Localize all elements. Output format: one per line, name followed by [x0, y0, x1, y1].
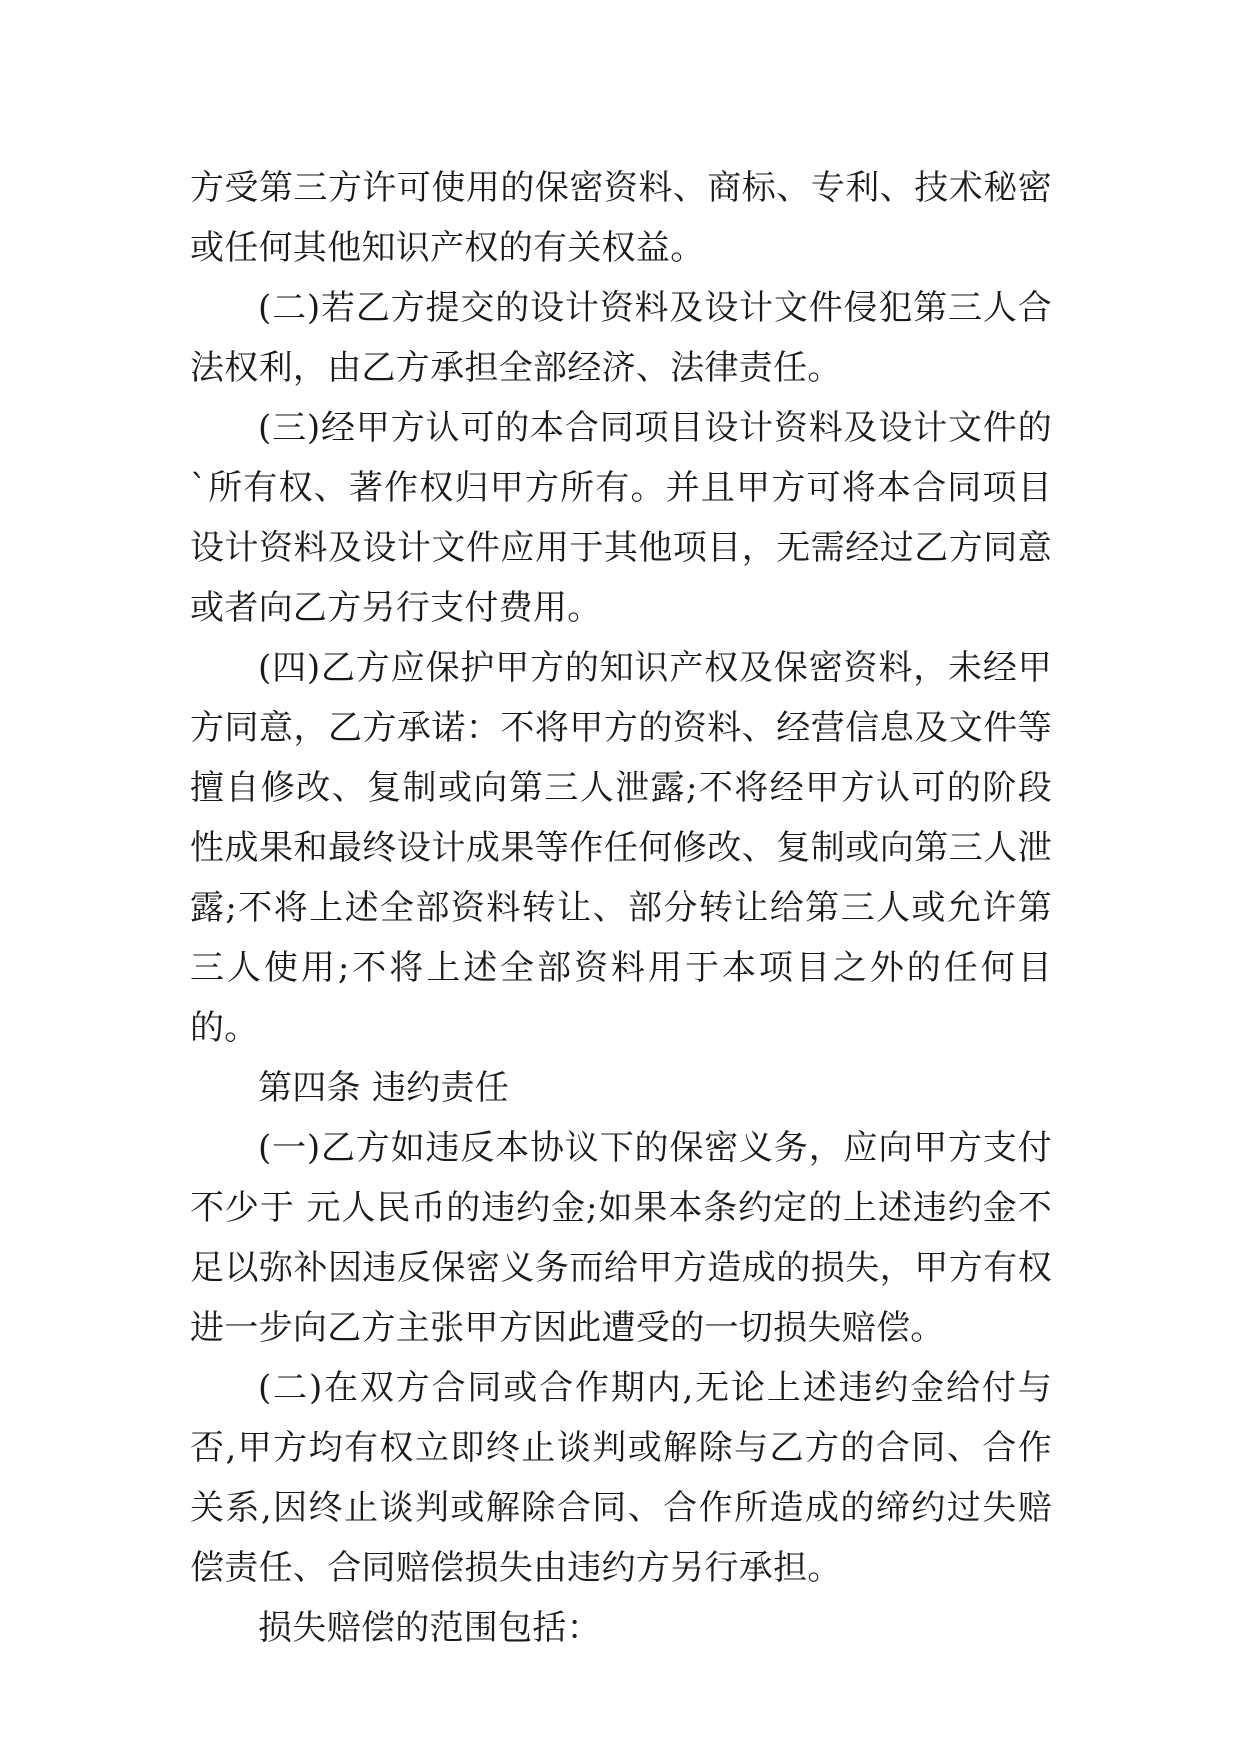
paragraph-breach-clause-2: (二)在双方合同或合作期内,无论上述违约金给付与否,甲方均有权立即终止谈判或解除与乙方的合同、合作关系,因终止谈判或解除合同、合作所造成的缔约过失赔偿责任、合同赔偿损失由违约方另行承担。 — [190, 1368, 1052, 1588]
article-4-heading: 第四条 违约责任 — [258, 1068, 510, 1108]
paragraph-breach-clause-1: (一)乙方如违反本协议下的保密义务，应向甲方支付不少于 元人民币的违约金;如果本条约定的上述违约金不足以弥补因违反保密义务而给甲方造成的损失，甲方有权进一步向乙方主张甲方因此遭受的一切损失赔偿。 — [190, 1128, 1052, 1348]
paragraph-clause-2-infringement: (二)若乙方提交的设计资料及设计文件侵犯第三人合法权利，由乙方承担全部经济、法律责任。 — [190, 288, 1052, 388]
paragraph-clause-3-ownership: (三)经甲方认可的本合同项目设计资料及设计文件的`所有权、著作权归甲方所有。并且甲方可将本合同项目设计资料及设计文件应用于其他项目，无需经过乙方同意或者向乙方另行支付费用。 — [190, 408, 1052, 628]
paragraph-ip-rights-continued: 方受第三方许可使用的保密资料、商标、专利、技术秘密或任何其他知识产权的有关权益。 — [190, 168, 1052, 268]
paragraph-damages-scope: 损失赔偿的范围包括： — [258, 1608, 601, 1648]
document-body — [190, 158, 1052, 1658]
paragraph-clause-4-confidentiality: (四)乙方应保护甲方的知识产权及保密资料，未经甲方同意，乙方承诺：不将甲方的资料、经营信息及文件等擅自修改、复制或向第三人泄露;不将经甲方认可的阶段性成果和最终设计成果等作任何修改、复制或向第三人泄露;不将上述全部资料转让、部分转让给第三人或允许第三人使用;不将上述全部资料用于本项目之外的任何目的。 — [190, 648, 1052, 1048]
